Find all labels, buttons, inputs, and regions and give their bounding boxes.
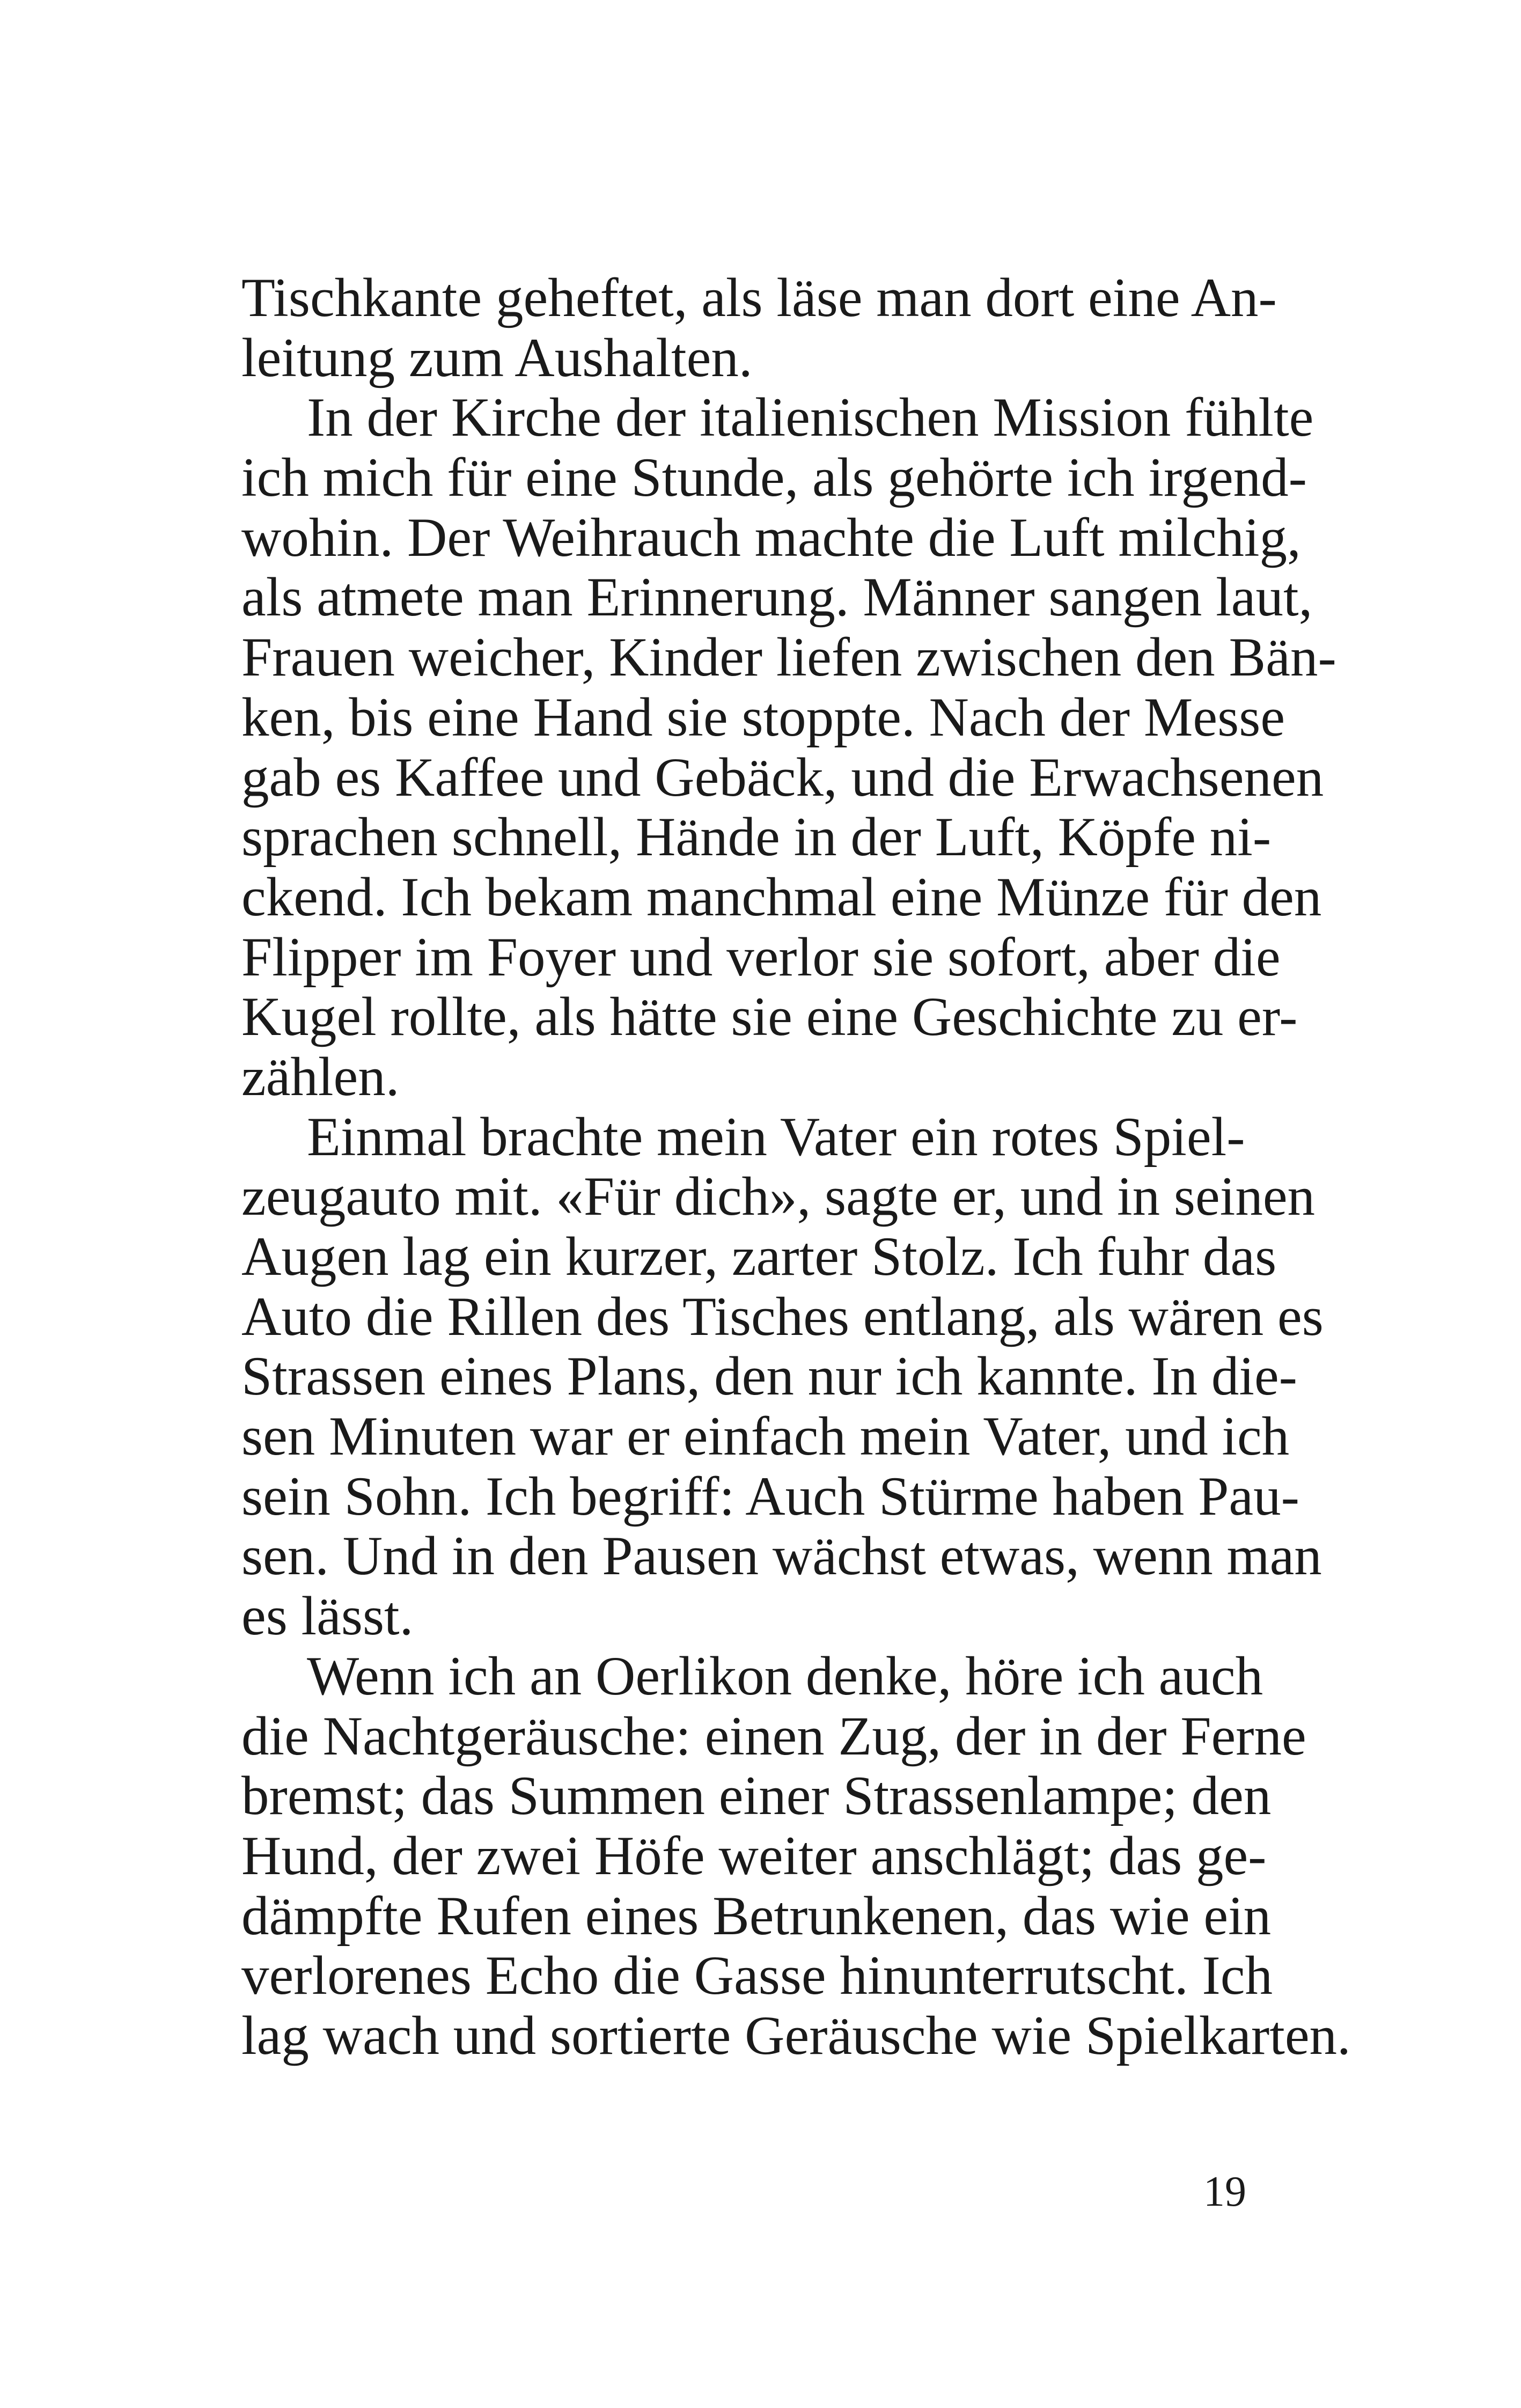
- text-line: Kugel rollte, als hätte sie eine Geschichte zu er-: [241, 986, 1298, 1048]
- text-line: wohin. Der Weihrauch machte die Luft milchig,: [241, 506, 1301, 568]
- text-line: Frauen weicher, Kinder liefen zwischen den Bän-: [241, 627, 1336, 688]
- text-line: ckend. Ich bekam manchmal eine Münze für den: [241, 866, 1322, 928]
- text-line: Wenn ich an Oerlikon denke, höre ich auch: [307, 1645, 1263, 1707]
- text-line: gab es Kaffee und Gebäck, und die Erwachsenen: [241, 746, 1324, 808]
- text-line: Strassen eines Plans, den nur ich kannte. In die-: [241, 1346, 1297, 1407]
- text-line: verlorenes Echo die Gasse hinunterrutscht. Ich: [241, 1945, 1273, 2007]
- text-line: zählen.: [241, 1046, 400, 1107]
- text-line: bremst; das Summen einer Strassenlampe; den: [241, 1765, 1272, 1827]
- paragraph: [241, 1645, 1351, 2066]
- text-line: In der Kirche der italienischen Mission fühlte: [307, 387, 1314, 449]
- text-line: lag wach und sortierte Geräusche wie Spielkarten.: [241, 2005, 1351, 2066]
- text-line: sprachen schnell, Hände in der Luft, Köpfe ni-: [241, 806, 1272, 868]
- text-line: Hund, der zwei Höfe weiter anschlägt; das ge-: [241, 1825, 1267, 1886]
- text-line: sen. Und in den Pausen wächst etwas, wenn man: [241, 1525, 1322, 1587]
- text-line: leitung zum Aushalten.: [241, 327, 753, 388]
- text-line: die Nachtgeräusche: einen Zug, der in der Ferne: [241, 1705, 1306, 1767]
- paragraph: [241, 387, 1336, 1107]
- paragraph: [241, 267, 1277, 388]
- page-number: 19: [1203, 2168, 1246, 2215]
- text-line: es lässt.: [241, 1585, 414, 1647]
- text-line: ich mich für eine Stunde, als gehörte ich irgend-: [241, 447, 1307, 509]
- text-line: Augen lag ein kurzer, zarter Stolz. Ich fuhr das: [241, 1226, 1277, 1287]
- text-line: zeugauto mit. «Für dich», sagte er, und in seinen: [241, 1166, 1316, 1228]
- paragraph: [241, 1106, 1324, 1647]
- text-line: Tischkante geheftet, als läse man dort eine An-: [241, 267, 1277, 328]
- text-line: als atmete man Erinnerung. Männer sangen laut,: [241, 567, 1313, 628]
- body-text: [241, 267, 1351, 2066]
- text-line: Auto die Rillen des Tisches entlang, als wären es: [241, 1286, 1324, 1347]
- text-line: dämpfte Rufen eines Betrunkenen, das wie ein: [241, 1885, 1272, 1947]
- text-line: Einmal brachte mein Vater ein rotes Spiel-: [307, 1106, 1245, 1168]
- text-line: Flipper im Foyer und verlor sie sofort, aber die: [241, 926, 1281, 988]
- text-line: ken, bis eine Hand sie stoppte. Nach der Messe: [241, 686, 1285, 748]
- text-line: sen Minuten war er einfach mein Vater, und ich: [241, 1406, 1290, 1467]
- text-line: sein Sohn. Ich begriff: Auch Stürme haben Pau-: [241, 1465, 1299, 1527]
